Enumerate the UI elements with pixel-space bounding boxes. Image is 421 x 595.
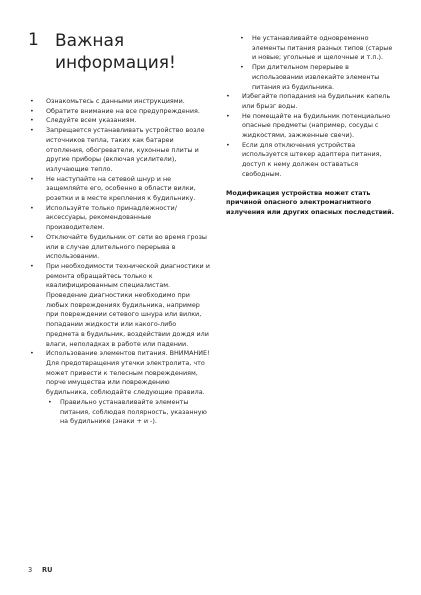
chapter-title-line-2: информация! xyxy=(55,53,176,73)
right-column xyxy=(226,34,398,218)
chapter-title xyxy=(55,30,205,74)
list-item: • Отключайте будильник от сети во время грозы или в случае длительного перерыва в использовании. xyxy=(30,233,210,262)
list-item: • Следуйте всем указаниям. xyxy=(30,116,210,126)
list-item: • Обратите внимание на все предупреждения. xyxy=(30,107,210,117)
list-item: • Избегайте попадания на будильник капель или брызг воды. xyxy=(226,92,398,111)
page-number: 3 xyxy=(28,566,33,574)
list-item: • Не наступайте на сетевой шнур и не защемляйте его, особенно в области вилки, розетки и в месте крепления к будильнику. xyxy=(30,175,210,204)
left-bullet-list xyxy=(30,97,210,427)
list-item: • Если для отключения устройства используется штекер адаптера питания, доступ к нему должен оставаться свободным. xyxy=(226,141,398,180)
sub-list-item: • При длительном перерыве в использовании извлекайте элементы питания из будильника. xyxy=(238,63,398,92)
list-item xyxy=(30,349,210,427)
left-column xyxy=(30,97,210,427)
right-bullet-list xyxy=(226,92,398,179)
list-item: • Используйте только принадлежности/аксессуары, рекомендованные производителем. xyxy=(30,204,210,233)
chapter-title-line-1: Важная xyxy=(55,31,125,51)
list-item: • При необходимости технической диагностики и ремонта обращайтесь только к квалифицированным специалистам. Проведение диагностики необходимо при любых повреждениях будильника, например при повреждении сетевого шнура или вилки, попадании жидкости или какого-либо предмета в будильник, воздействии дождя или влаги, неполадках в работе или падении. xyxy=(30,262,210,349)
list-item: • Не помещайте на будильник потенциально опасные предметы (например, сосуды с жидкостями, зажженные свечи). xyxy=(226,112,398,141)
sub-list-item: • Правильно устанавливайте элементы питания, соблюдая полярность, указанную на будильнике (знаки + и -). xyxy=(46,398,210,427)
battery-sub-list-continued xyxy=(238,34,398,92)
sub-list-item: • Не устанавливайте одновременно элементы питания разных типов (старые и новые; угольные и щелочные и т.п.). xyxy=(238,34,398,63)
chapter-number: 1 xyxy=(28,30,39,50)
battery-sub-list xyxy=(46,398,210,427)
list-item: • Запрещается устанавливать устройство возле источников тепла, таких как батареи отопления, обогреватели, кухонные плиты и другие приборы (включая усилители), излучающие тепло. xyxy=(30,126,210,175)
modification-notice: Модификация устройства может стать причиной опасного электромагнитного излучения или других опасных последствий. xyxy=(226,188,395,216)
list-item: • Ознакомьтесь с данными инструкциями. xyxy=(30,97,210,107)
list-item-text: Использование элементов питания. ВНИМАНИЕ! Для предотвращения утечки электролита, что может привести к телесным повреждениям, порче имущества или повреждению будильника, соблюдайте следующие правила. xyxy=(46,349,210,397)
language-code: RU xyxy=(42,566,53,574)
